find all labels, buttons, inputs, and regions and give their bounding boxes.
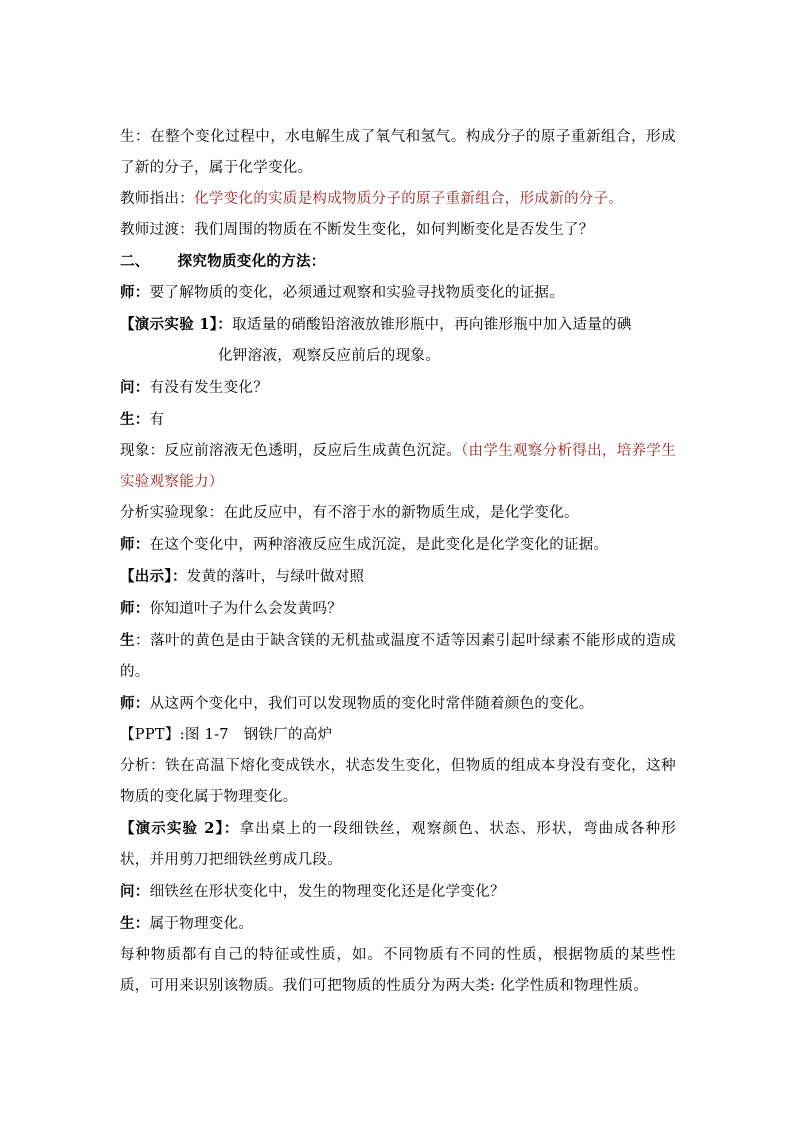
- section-number: 二、: [120, 253, 150, 270]
- paragraph-text: 有: [149, 412, 165, 428]
- speaker-label: 师：: [120, 536, 150, 553]
- paragraph-text: :图 1-7 钢铁厂的高炉: [179, 727, 333, 743]
- paragraph-text: ：落叶的黄色是由于缺含镁的无机盐或温度不适等因素引起叶绿素不能形成的造成的。: [120, 633, 677, 680]
- paragraph-analysis-2: 分析：铁在高温下熔化变成铁水，状态发生变化，但物质的组成本身没有变化，这种物质的变化属于物理变化。: [120, 758, 676, 805]
- ppt-label: 【PPT】: [120, 727, 180, 743]
- paragraph-question-2: [120, 876, 676, 908]
- section-title: 探究物质变化的方法：: [177, 253, 326, 270]
- paragraph-student-answer-1: 生：在整个变化过程中，水电解生成了氧气和氢气。构成分子的原子重新组合，形成了新的分子，属于化学变化。: [120, 129, 676, 176]
- speaker-label: 生：: [120, 915, 150, 932]
- paragraph-teacher-transition: 教师过渡：我们周围的物质在不断发生变化，如何判断变化是否发生了？: [120, 222, 594, 238]
- speaker-label: 生: [120, 632, 136, 649]
- speaker-label: 师：: [120, 284, 150, 301]
- paragraph-text: 有没有发生变化？: [149, 380, 269, 396]
- paragraph-student-4: [120, 908, 676, 940]
- paragraph-text: 你知道叶子为什么会发黄吗？: [149, 601, 343, 617]
- paragraph-text: 属于物理变化。: [149, 916, 254, 932]
- speaker-label: 问：: [120, 883, 150, 900]
- document-body: [120, 122, 676, 1002]
- paragraph-teacher-point: [120, 184, 676, 215]
- speaker-label: 生：: [120, 411, 150, 428]
- paragraph-text: 在这个变化中，两种溶液反应生成沉淀，是此变化是化学变化的证据。: [149, 537, 609, 553]
- paragraph-properties: 每种物质都有自己的特征或性质，如。不同物质有不同的性质，根据物质的某些性质，可用来识别该物质。我们可把物质的性质分为两大类: 化学性质和物理性质。: [120, 947, 676, 994]
- demo-experiment-1-text: 取适量的硝酸铅溶液放锥形瓶中，再向锥形瓶中加入适量的碘: [232, 317, 632, 333]
- paragraph-teacher-4: [120, 688, 676, 720]
- show-label: 【出示】：: [120, 568, 187, 585]
- paragraph-phenomenon: [120, 436, 676, 498]
- paragraph-teacher-3: [120, 593, 676, 625]
- paragraph-analysis-1: 分析实验现象：在此反应中，有不溶于水的新物质生成，是化学变化。: [120, 505, 579, 521]
- paragraph-ppt: [120, 720, 676, 751]
- paragraph-text: 从这两个变化中，我们可以发现物质的变化时常伴随着颜色的变化。: [149, 696, 594, 712]
- speaker-label: 师：: [120, 695, 150, 712]
- demo-experiment-1-label: 【演示实验 1】：: [120, 316, 233, 333]
- section-heading: [120, 246, 676, 277]
- paragraph-demo-experiment-1: [120, 309, 676, 341]
- paragraph-question-1: [120, 372, 676, 404]
- paragraph-student-2: [120, 404, 676, 436]
- paragraph-text: 发黄的落叶，与绿叶做对照: [186, 569, 365, 585]
- phenomenon-note: （由学生观察分析得出，培养学生实验观察能力）: [120, 443, 677, 490]
- speaker-label: 师：: [120, 600, 150, 617]
- paragraph-teacher-1: [120, 277, 676, 309]
- teacher-point-label: 教师指出：: [120, 191, 194, 207]
- paragraph-demo-experiment-2: [120, 813, 676, 876]
- paragraph-text: 要了解物质的变化，必须通过观察和实验寻找物质变化的证据。: [149, 285, 565, 301]
- teacher-point-highlight: 化学变化的实质是构成物质分子的原子重新组合，形成新的分子。: [194, 191, 624, 207]
- speaker-label: 问：: [120, 379, 150, 396]
- demo-experiment-2-label: 【演示实验 2】：: [120, 820, 240, 837]
- demo-experiment-2-text: 拿出桌上的一段细铁丝，观察颜色、状态、形状，弯曲成各种形状，并用剪刀把细铁丝剪成几段。: [120, 821, 676, 868]
- paragraph-text: 细铁丝在形状变化中，发生的物理变化还是化学变化？: [149, 884, 505, 900]
- paragraph-demo-experiment-1-cont: 化钾溶液，观察反应前后的现象。: [218, 348, 440, 364]
- phenomenon-text: 现象：反应前溶液无色透明，反应后生成黄色沉淀。: [120, 443, 461, 459]
- paragraph-show: [120, 561, 676, 593]
- paragraph-teacher-2: [120, 529, 676, 561]
- paragraph-student-3: [120, 625, 676, 688]
